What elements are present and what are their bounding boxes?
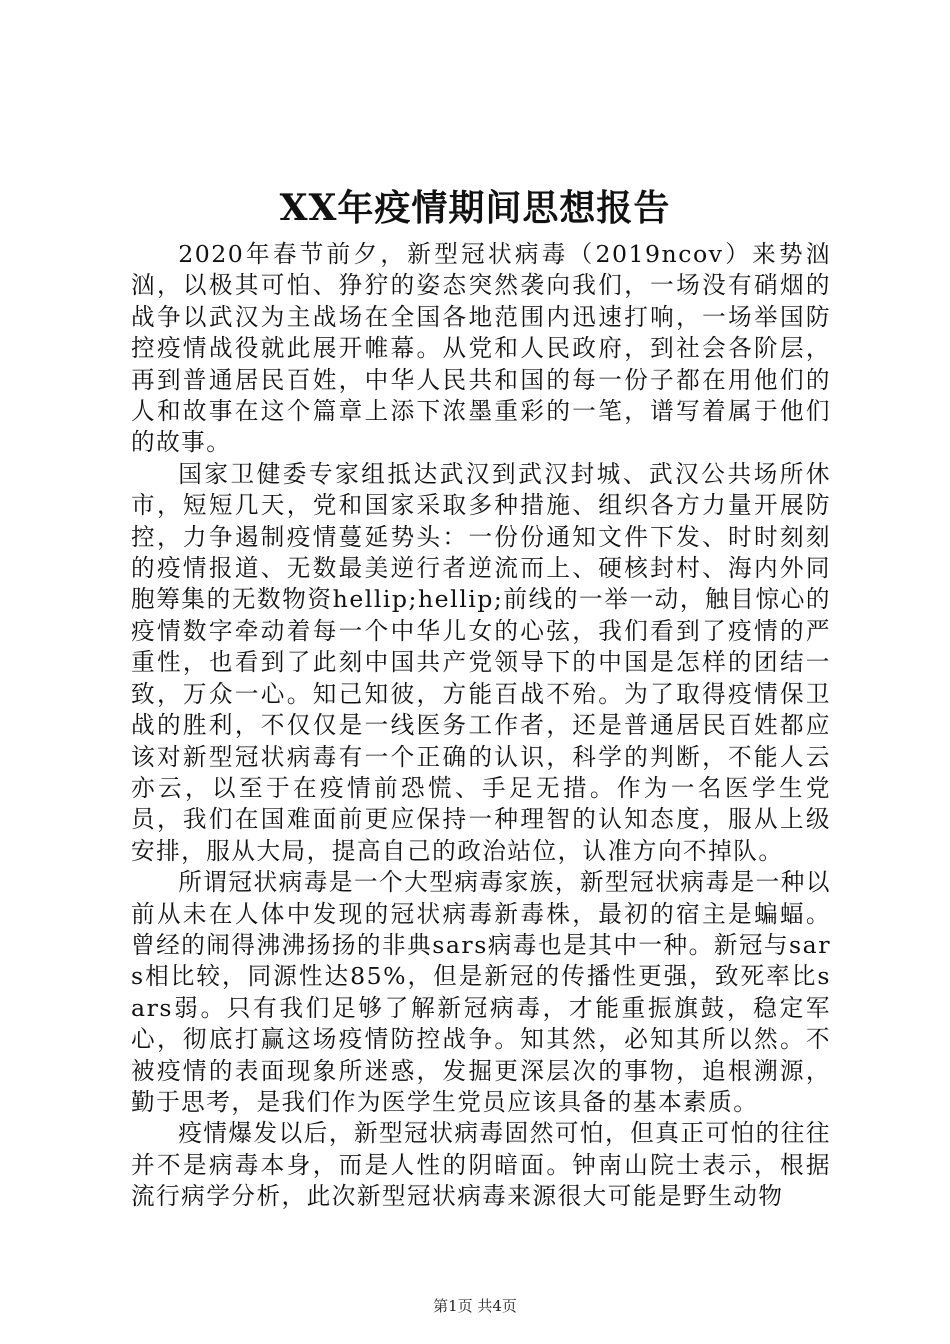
- paragraph-3: 所谓冠状病毒是一个大型病毒家族，新型冠状病毒是一种以前从未在人体中发现的冠状病毒新毒株，最初的宿主是蝙蝠。曾经的闹得沸沸扬扬的非典sars病毒也是其中一种。新冠与sars相比较，同源性达85%，但是新冠的传播性更强，致死率比sars弱。只有我们足够了解新冠病毒，才能重振旗鼓，稳定军心，彻底打赢这场疫情防控战争。知其然，必知其所以然。不被疫情的表面现象所迷惑，发掘更深层次的事物，追根溯源，勤于思考，是我们作为医学生党员应该具备的基本素质。: [131, 868, 831, 1116]
- paragraph-4: 疫情爆发以后，新型冠状病毒固然可怕，但真正可怕的往往并不是病毒本身，而是人性的阴暗面。钟南山院士表示，根据流行病学分析，此次新型冠状病毒来源很大可能是野生动物: [131, 1119, 831, 1211]
- document-body: [131, 239, 831, 1213]
- document-title: XX年疫情期间思想报告: [279, 187, 671, 229]
- page-number-footer: 第1页 共4页: [433, 1297, 517, 1315]
- paragraph-2: 国家卫健委专家组抵达武汉到武汉封城、武汉公共场所休市，短短几天，党和国家采取多种措施、组织各方力量开展防控，力争遏制疫情蔓延势头：一份份通知文件下发、时时刻刻的疫情报道、无数最美逆行者逆流而上、硬核封村、海内外同胞筹集的无数物资hellip;hellip;前线的一举一动，触目惊心的疫情数字牵动着每一个中华儿女的心弦，我们看到了疫情的严重性，也看到了此刻中国共产党领导下的中国是怎样的团结一致，万众一心。知己知彼，方能百战不殆。为了取得疫情保卫战的胜利，不仅仅是一线医务工作者，还是普通居民百姓都应该对新型冠状病毒有一个正确的认识，科学的判断，不能人云亦云，以至于在疫情前恐慌、手足无措。作为一名医学生党员，我们在国难面前更应保持一种理智的认知态度，服从上级安排，服从大局，提高自己的政治站位，认准方向不掉队。: [131, 459, 831, 865]
- paragraph-1: 2020年春节前夕，新型冠状病毒（2019ncov）来势汹汹，以极其可怕、狰狞的姿态突然袭向我们，一场没有硝烟的战争以武汉为主战场在全国各地范围内迅速打响，一场举国防控疫情战役就此展开帷幕。从党和人民政府，到社会各阶层，再到普通居民百姓，中华人民共和国的每一份子都在用他们的人和故事在这个篇章上添下浓墨重彩的一笔，谱写着属于他们的故事。: [131, 240, 831, 457]
